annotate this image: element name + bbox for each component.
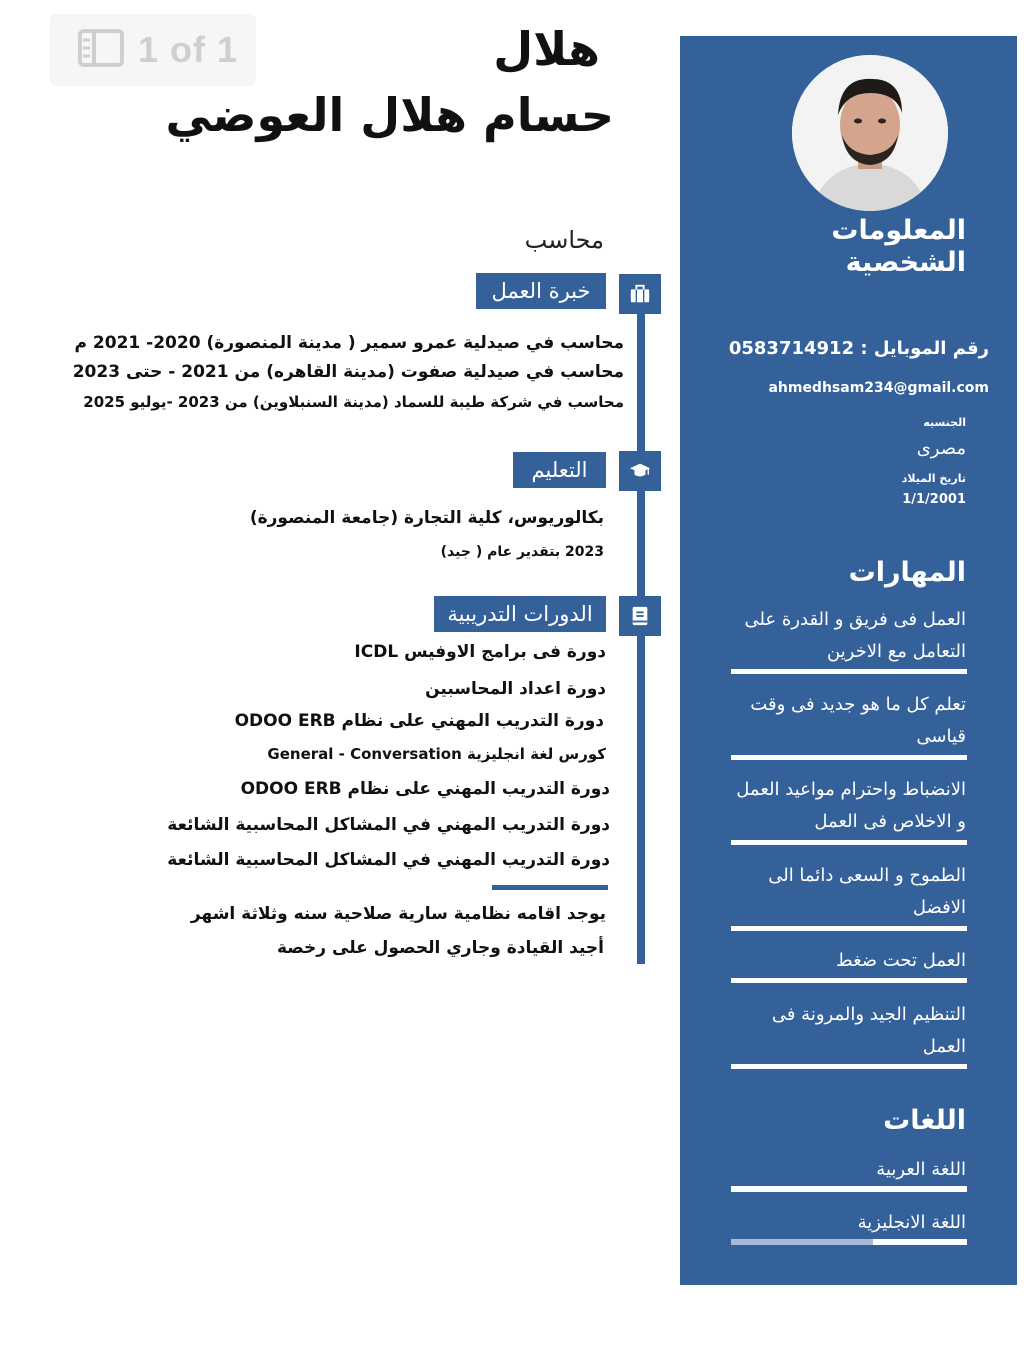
skill-item: العمل فى فريق و القدرة على التعامل مع الاخرين xyxy=(744,609,966,662)
page-indicator xyxy=(50,14,256,86)
experience-label: خبرة العمل xyxy=(476,273,606,309)
languages-heading: اللغات xyxy=(883,1105,966,1136)
personal-info-heading-2: الشخصية xyxy=(845,247,966,278)
skill-bar xyxy=(731,926,967,931)
education-degree: بكالوريوس، كلية التجارة (جامعة المنصورة) xyxy=(249,508,604,528)
name-line-2: حسام هلال العوضي xyxy=(165,88,614,142)
language-bar xyxy=(731,1239,967,1245)
nationality-value: مصرى xyxy=(916,438,966,459)
page-indicator-text: 1 of 1 xyxy=(138,29,239,70)
profile-photo xyxy=(792,55,948,211)
briefcase-icon xyxy=(619,274,661,314)
language-name: اللغة العربية xyxy=(876,1159,966,1180)
sidebar xyxy=(680,36,1017,1285)
courses-label: الدورات التدريبية xyxy=(434,596,606,632)
skill-bar xyxy=(731,755,967,760)
skill-bar xyxy=(731,1064,967,1069)
education-label: التعليم xyxy=(513,452,606,488)
name-line-1: هلال xyxy=(493,22,600,76)
skills-heading: المهارات xyxy=(848,557,966,588)
avatar xyxy=(792,55,948,211)
language-bar xyxy=(731,1186,967,1192)
phone-number: رقم الموبايل : 0583714912 xyxy=(728,338,989,359)
course-item: دورة فى برامج الاوفيس ICDL xyxy=(354,642,606,662)
skill-item: الانضباط واحترام مواعيد العمل و الاخلاص فى العمل xyxy=(736,779,966,832)
skill-bar xyxy=(731,978,967,983)
language-name: اللغة الانجليزية xyxy=(857,1212,966,1233)
experience-item: محاسب في شركة طيبة للسماد (مدينة السنبلاوين) من 2023 -يوليو 2025 xyxy=(83,393,624,411)
course-item: دورة التدريب المهني على نظام ODOO ERB xyxy=(240,779,610,799)
course-item: دورة التدريب المهني في المشاكل المحاسبية الشائعة xyxy=(167,815,610,835)
course-item: دورة اعداد المحاسبين xyxy=(425,679,606,699)
skill-bar xyxy=(731,669,967,674)
birth-date-value: 1/1/2001 xyxy=(902,492,966,507)
graduation-cap-icon xyxy=(619,451,661,491)
experience-item: محاسب في صيدلية صفوت (مدينة القاهره) من 2021 - حتى 2023 xyxy=(72,362,624,382)
course-item: دورة التدريب المهني على نظام ODOO ERB xyxy=(234,711,604,731)
courses-underline xyxy=(492,885,608,890)
skill-item: تعلم كل ما هو جديد فى وقت قياسى xyxy=(750,694,966,747)
skill-bar xyxy=(731,840,967,845)
experience-item: محاسب في صيدلية عمرو سمير ( مدينة المنصورة) 2020- 2021 م xyxy=(74,333,624,353)
nationality-label: الجنسيه xyxy=(923,416,966,429)
education-grade: 2023 بتقدير عام ( جيد) xyxy=(440,544,604,560)
sidebar-toggle-icon[interactable] xyxy=(78,29,124,71)
job-title: محاسب xyxy=(524,226,604,254)
skill-item: الطموح و السعى دائما الى الافضل xyxy=(768,865,966,918)
extra-item: أجيد القيادة وجاري الحصول على رخصة xyxy=(276,938,604,958)
course-item: كورس لغة انجليزية General - Conversation xyxy=(267,745,606,763)
email-address[interactable]: ahmedhsam234@gmail.com xyxy=(768,380,989,396)
language-bar-fill xyxy=(731,1239,873,1245)
personal-info-heading-1: المعلومات xyxy=(831,215,966,246)
course-item: دورة التدريب المهني في المشاكل المحاسبية الشائعة xyxy=(167,850,610,870)
skill-item: التنظيم الجيد والمرونة فى العمل xyxy=(771,1004,966,1057)
book-icon xyxy=(619,596,661,636)
skill-item: العمل تحت ضغط xyxy=(835,950,966,971)
extra-item: يوجد اقامه نظامية سارية صلاحية سنه وثلاثة اشهر xyxy=(190,904,606,924)
birth-date-label: تاريخ الميلاد xyxy=(901,472,966,485)
